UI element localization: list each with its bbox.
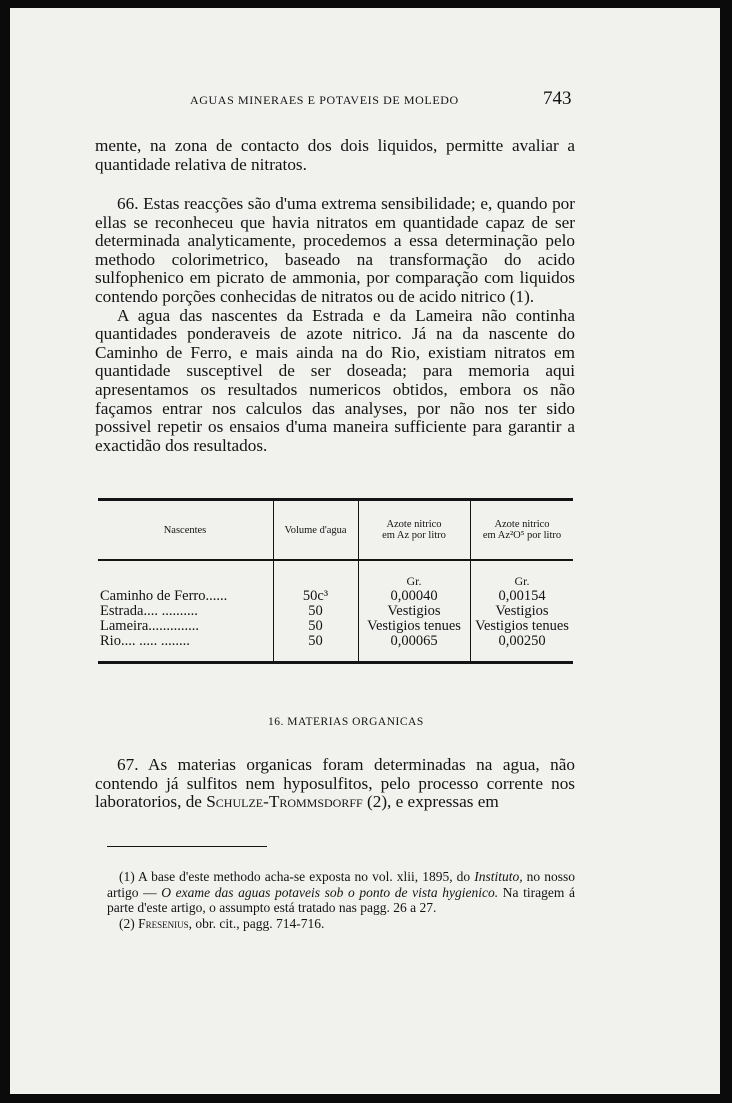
table-bottom-rule bbox=[98, 661, 573, 664]
row-az: Vestigios bbox=[387, 603, 441, 619]
column-divider bbox=[358, 501, 359, 559]
header-volume: Volume d'agua bbox=[284, 524, 347, 536]
row-nascente: Estrada.... .......... bbox=[100, 603, 198, 619]
table-row bbox=[98, 589, 573, 604]
row-az2o5: Vestigios tenues bbox=[475, 618, 569, 634]
section-heading bbox=[268, 716, 424, 728]
row-volume: 50c³ bbox=[302, 588, 329, 604]
paragraph-text: 66. Estas reacções são d'uma extrema sensibilidade; e, quando por ellas se reconheceu que havia nitratos em quantidade capaz de ser determinada analyticamente, procedemos a essa determinação pelo methodo colorimetrico, baseado na transformação do acido sulfophenico em picrato de ammonia, por comparação com liquidos contendo porções conhecidas de nitratos ou de acido nitrico (1). bbox=[95, 194, 575, 306]
header-nascentes: Nascentes bbox=[163, 524, 207, 536]
row-az: Vestigios tenues bbox=[367, 618, 461, 634]
table-row bbox=[98, 634, 573, 649]
unit-az: Gr. bbox=[406, 574, 422, 588]
section-number: 16. bbox=[268, 716, 284, 728]
column-divider bbox=[470, 501, 471, 559]
paragraph-66 bbox=[95, 195, 575, 455]
row-volume: 50 bbox=[308, 603, 323, 619]
nitrate-table bbox=[98, 498, 573, 664]
row-az2o5: Vestigios bbox=[495, 603, 549, 619]
page-number: 743 bbox=[543, 88, 572, 109]
row-volume: 50 bbox=[308, 633, 323, 649]
author-name: Fresenius, bbox=[138, 915, 193, 931]
section-title: MATERIAS ORGANICAS bbox=[287, 716, 424, 728]
paragraph-67 bbox=[95, 756, 575, 812]
document-page bbox=[10, 8, 720, 1094]
paragraph-text: A agua das nascentes da Estrada e da Lameira não continha quantidades ponderaveis de azote nitrico. Já na da nascente do Caminho de Ferro, e mais ainda na do Rio, existiam nitratos em quantidade susceptivel de ser doseada; para memoria aqui apresentamos os resultados numericos obtidos, embora os não façamos entrar nos calculos das analyses, por não nos ter sido possivel repetir os ensaios d'uma maneira sufficiente para garantir a exactidão dos resultados. bbox=[95, 305, 575, 455]
table-row bbox=[98, 604, 573, 619]
running-head bbox=[10, 90, 720, 110]
row-az: 0,00040 bbox=[390, 588, 438, 604]
column-divider bbox=[273, 501, 274, 559]
table-row bbox=[98, 619, 573, 634]
units-row bbox=[98, 574, 573, 589]
footnote-rule bbox=[107, 846, 267, 847]
paragraph-text: 67. As materias organicas foram determinadas na agua, não contendo já sulfitos nem hyposulfitos, pelo processo corrente nos laboratorios, de Schulze-Trommsdorff (2), e expressas em bbox=[95, 755, 575, 812]
footnotes bbox=[107, 869, 575, 931]
row-az: 0,00065 bbox=[390, 633, 438, 649]
row-nascente: Rio.... ..... ........ bbox=[100, 633, 190, 649]
table-header bbox=[98, 501, 573, 561]
unit-az2o5: Gr. bbox=[514, 574, 530, 588]
row-nascente: Caminho de Ferro...... bbox=[100, 588, 228, 604]
running-head-title: AGUAS MINERAES E POTAVEIS DE MOLEDO bbox=[190, 93, 459, 107]
paragraph-continuation bbox=[95, 137, 575, 174]
header-azote-az2o5: Azote nitrico em Az²O⁵ por litro bbox=[482, 519, 562, 541]
row-volume: 50 bbox=[308, 618, 323, 634]
row-az2o5: 0,00154 bbox=[498, 588, 546, 604]
row-az2o5: 0,00250 bbox=[498, 633, 546, 649]
author-name: Schulze-Trommsdorff bbox=[206, 792, 363, 812]
table-body bbox=[98, 561, 573, 661]
row-nascente: Lameira.............. bbox=[100, 618, 200, 634]
footnote-2: (2) Fresenius, obr. cit., pagg. 714-716. bbox=[119, 915, 325, 931]
paragraph-text: mente, na zona de contacto dos dois liquidos, permitte avaliar a quantidade relativa de nitratos. bbox=[95, 136, 575, 174]
header-azote-az: Azote nitrico em Az por litro bbox=[382, 519, 446, 541]
footnote-1: (1) A base d'este methodo acha-se exposta no vol. xlii, 1895, do Instituto, no nosso artigo — O exame das aguas potaveis sob o ponto de vista hygienico. Na tiragem á parte d'este artigo, o assumpto está tratado nas pagg. 26 a 27. bbox=[107, 869, 576, 915]
